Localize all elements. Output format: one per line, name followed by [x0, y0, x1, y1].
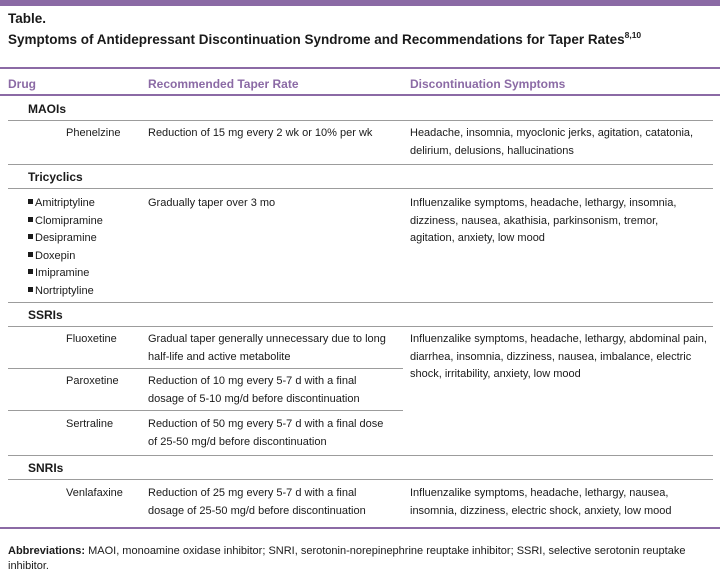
taper-phenelzine: Reduction of 15 mg every 2 wk or 10% per wk: [148, 127, 373, 139]
header-symptoms: Discontinuation Symptoms: [410, 77, 566, 91]
footnote-text: MAOI, monoamine oxidase inhibitor; SNRI, serotonin-norepinephrine reuptake inhibitor; SSRI, selective serotonin reuptake inhibitor.: [8, 545, 686, 572]
abbreviations-footnote: [8, 544, 713, 574]
row-separator: [8, 410, 403, 411]
drug-imipramine: Imipramine: [28, 265, 103, 283]
drug-sertraline: Sertraline: [66, 418, 114, 430]
header-drug: Drug: [8, 77, 36, 91]
taper-sertraline: Reduction of 50 mg every 5-7 d with a final dose of 25-50 mg/d before discontinuation: [148, 418, 384, 448]
drug-doxepin: Doxepin: [28, 248, 103, 266]
footnote-label: Abbreviations:: [8, 545, 86, 557]
drug-fluoxetine: Fluoxetine: [66, 333, 117, 345]
drug-phenelzine: Phenelzine: [66, 127, 121, 139]
row-separator: [8, 368, 403, 369]
row-separator: [8, 479, 713, 480]
row-separator: [8, 326, 713, 327]
top-accent-bar: [0, 0, 720, 6]
symptoms-maois: Headache, insomnia, myoclonic jerks, agitation, catatonia, delirium, delusions, hallucinations: [410, 127, 694, 157]
caption-refs: 8,10: [624, 30, 642, 40]
tricyclics-drug-list: [28, 195, 103, 300]
row-separator: [8, 164, 713, 165]
table-header: [0, 74, 720, 94]
taper-tricyclics: Gradually taper over 3 mo: [148, 197, 276, 209]
taper-paroxetine: Reduction of 10 mg every 5-7 d with a final dosage of 5-10 mg/d before discontinuation: [148, 375, 360, 405]
caption-label: Table.: [8, 11, 47, 26]
symptoms-ssris: Influenzalike symptoms, headache, lethargy, abdominal pain, diarrhea, insomnia, dizziness, nausea, imbalance, electric shock, irritability, anxiety, low mood: [410, 333, 707, 380]
drug-nortriptyline: Nortriptyline: [28, 283, 103, 301]
caption-title-text: Symptoms of Antidepressant Discontinuation Syndrome and Recommendations for Taper Rates: [8, 32, 625, 47]
drug-venlafaxine: Venlafaxine: [66, 487, 123, 499]
taper-fluoxetine: Gradual taper generally unnecessary due to long half-life and active metabolite: [148, 333, 386, 363]
header-bottom-rule: [0, 94, 720, 96]
header-top-rule: [0, 67, 720, 69]
symptoms-snris: Influenzalike symptoms, headache, lethargy, nausea, insomnia, dizziness, electric shock, anxiety, low mood: [410, 487, 672, 517]
symptoms-tricyclics: Influenzalike symptoms, headache, lethargy, insomnia, dizziness, nausea, akathisia, parkinsonism, tremor, agitation, anxiety, low mood: [410, 197, 677, 244]
row-separator: [8, 455, 713, 456]
group-ssris-label: SSRIs: [28, 308, 63, 322]
drug-amitriptyline: Amitriptyline: [28, 195, 103, 213]
group-tricyclics-label: Tricyclics: [28, 170, 83, 184]
header-taper: Recommended Taper Rate: [148, 77, 299, 91]
taper-venlafaxine: Reduction of 25 mg every 5-7 d with a final dosage of 25-50 mg/d before discontinuation: [148, 487, 366, 517]
caption-title: [8, 27, 641, 48]
row-separator: [8, 302, 713, 303]
row-separator: [8, 120, 713, 121]
drug-clomipramine: Clomipramine: [28, 213, 103, 231]
row-separator: [8, 188, 713, 189]
drug-desipramine: Desipramine: [28, 230, 103, 248]
group-maois-label: MAOIs: [28, 102, 67, 116]
table-caption: [8, 10, 641, 48]
drug-paroxetine: Paroxetine: [66, 375, 119, 387]
group-snris-label: SNRIs: [28, 461, 64, 475]
table-bottom-rule: [0, 527, 720, 529]
